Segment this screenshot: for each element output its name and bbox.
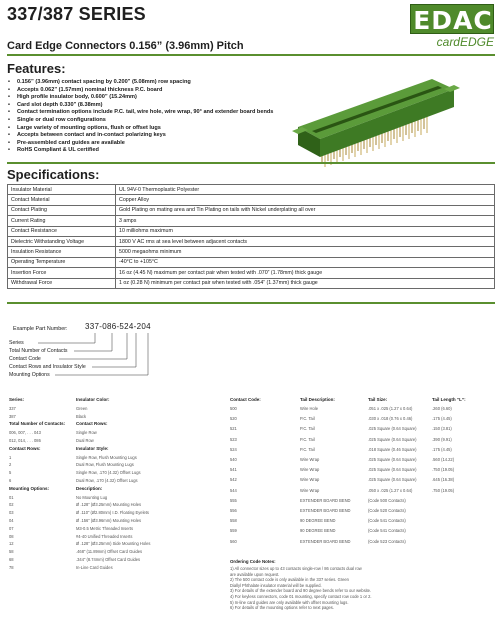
ordering-description: In-Line Card Guides [76,564,113,570]
ordering-note: 2) The 500 contact code is only available in the 337 series. Green [230,577,349,583]
ordering-code: 04 [9,518,14,523]
ordering-description: No Mounting Lug [76,494,108,500]
header-divider [7,54,495,56]
spec-value: 1 oz (0.28 N) minimum per contact pair when tested with .054” (1.37mm) thick gauge [116,278,495,288]
pn-field-rows-style: Contact Rows and Insulator Style [9,364,86,370]
connector-body [298,79,454,157]
contact-table-cell: (Code 541 Contacts) [368,518,406,524]
contact-table-cell: 500 [230,406,237,411]
feature-item: • Single or dual row configurations [7,117,407,125]
contact-table-cell: .150 (3.81) [432,426,452,432]
contact-table-cell: 559 [230,528,237,534]
ordering-description: Black [76,413,87,419]
ordering-code: 08 [9,533,14,539]
spec-value: Gold Plating on mating area and Tin Plating on tails with Nickel underplating all over [116,205,495,215]
spec-value: 16 oz (4.45 N) maximum per contact pair when tested with .070” (1.78mm) thick gauge [116,268,495,278]
ordering-description: #4-40 Unified Threaded Inserts [76,533,133,539]
contact-table-cell: .390 (9.91) [432,436,452,442]
contact-table-cell: .645 (16.38) [432,477,455,483]
contact-table-cell: P.C. Tail [300,426,315,432]
edac-logo [410,4,494,50]
ordering-col1-heading: Total Number of Contacts: [9,421,66,427]
spec-row [8,236,495,246]
spec-row [8,247,495,257]
contact-table-cell: (Code 520 Contacts) [368,508,406,513]
contact-table-cell: (Code 523 Contacts) [368,538,406,544]
contact-table-cell: Wire Wrap [300,487,320,493]
contact-table-header: Tail Description: [300,397,335,402]
spec-row [8,205,495,215]
contact-table-cell: .175 (4.45) [432,446,452,452]
part-number-label: Example Part Number: [13,326,68,332]
contact-table-cell: P.C. Tail [300,416,315,422]
feature-item: • Pre-assembled card guides are available [7,140,407,148]
features-divider [7,162,495,164]
contact-table-cell: 523 [230,436,237,442]
contact-table-cell: (Code 500 Contacts) [368,497,406,503]
ordering-description: Single Row [76,430,97,436]
ordering-code: 02 [9,502,14,508]
contact-table-cell: Wire Wrap [300,477,320,483]
ordering-code: 337 [9,405,16,411]
spec-value: -40°C to +105°C [116,257,495,267]
feature-item: • Card slot depth 0.330” (8.38mm) [7,102,407,110]
contact-table-cell: P.C. Tail [300,446,315,452]
contact-table-cell: 521 [230,426,237,432]
spec-key: Dielectric Withstanding Voltage [8,236,116,246]
spec-row [8,268,495,278]
contact-table-cell: 556 [230,508,237,513]
ordering-note: Diallyl Phthalate insulator material will be supplied. [230,582,322,588]
spec-row [8,278,495,288]
contact-table-cell: 560 [230,538,237,544]
ordering-col2-heading: Insulator Color: [76,397,110,402]
ordering-description: Green [76,405,88,411]
logo-text: EDAC [413,6,493,35]
contact-table-cell: .025 Square (0.64 Square) [368,436,417,442]
ordering-description: Ø .128” (Ø3.25mm) Side Mounting Holes [76,541,151,547]
contact-table-cell: 540 [230,457,237,462]
spec-value: Copper Alloy [116,195,495,205]
ordering-code: 6 [9,478,12,483]
connector-product-image [292,73,460,171]
ordering-description: Ø .156” (Ø3.96mm) Mounting Holes [76,518,142,523]
spec-row [8,226,495,236]
spec-key: Insertion Force [8,268,116,278]
logo-badge [410,4,494,34]
ordering-code: 12 [9,541,14,547]
feature-item: • Large variety of mounting options, flush or offset lugs [7,125,407,133]
spec-key: Insulator Material [8,185,116,195]
series-bracket [38,333,95,343]
spec-value: 3 amps [116,216,495,226]
specifications-table [7,184,495,289]
ordering-note: 1) All connector sizes up to 43 contacts single-row / 86 contacts dual row [230,566,362,571]
spec-value: UL 94V-0 Thermoplastic Polyester [116,185,495,195]
contact-table-cell: .050 x .025 (1.27 x 0.64) [368,487,413,493]
contact-table-cell: EXTENDER BOARD BEND [300,508,351,513]
ordering-description: .468” (11.89mm) Offset Card Guides [76,549,143,555]
contact-table-cell: .025 Square (0.64 Square) [368,477,417,483]
contacts-bracket [74,333,112,351]
ordering-note: 3) For details of the extender board and 90 degree bends refer to our website. [230,588,372,594]
spec-value: 10 milliohms maximum [116,226,495,236]
ordering-col2-heading: Insulator Style: [76,445,109,451]
ordering-description: Dual Row, Flush Mounting Lugs [76,462,134,468]
spec-key: Contact Resistance [8,226,116,236]
ordering-code: 1 [9,454,12,460]
ordering-description: Single Row, .170 (4.32) Offset Lugs [76,470,141,476]
contact-table-cell: .175 (4.45) [432,416,452,422]
ordering-note: are available upon request. [230,571,280,577]
contact-table-cell: .051 x .025 (1.27 x 0.64) [368,406,413,411]
ordering-code: 03 [9,510,14,516]
ordering-code: 78 [9,564,14,570]
logo-subtext: cardEDGE [436,35,494,49]
spec-value: 1800 V AC rms at sea level between adjacent contacts [116,236,495,246]
contact-table-cell: 544 [230,487,237,493]
ordering-col1-heading: Contact Rows: [9,445,41,451]
contact-table-cell: (Code 541 Contacts) [368,528,406,534]
spec-row [8,185,495,195]
specifications-heading: Specifications: [7,167,100,182]
ordering-description: Dual Row, .170 (4.32) Offset Lugs [76,478,138,483]
ordering-description: .344” (8.74mm) Offset Card Guides [76,557,141,562]
series-title: 337/387 SERIES [7,4,146,24]
spec-row [8,257,495,267]
contact-table-cell: 542 [230,477,237,483]
contact-table-cell: Wire Wrap [300,467,320,473]
page-subtitle: Card Edge Connectors 0.156” (3.96mm) Pitch [7,40,244,52]
spec-key: Operating Temperature [8,257,116,267]
ordering-code: 2 [9,462,12,468]
spec-key: Contact Material [8,195,116,205]
pn-field-mounting: Mounting Options [9,372,50,378]
ordering-code: 387 [9,413,16,419]
ordering-code: 58 [9,549,14,555]
ordering-note: 5) In-line card guides are only available with offset mounting lugs. [230,599,349,605]
contact-table-cell: EXTENDER BOARD BEND [300,538,351,544]
features-heading: Features: [7,61,66,76]
part-number-example: 337-086-524-204 [85,322,151,331]
pn-field-contact-code: Contact Code [9,356,41,362]
contact-table-header: Tail Size: [368,397,388,402]
ordering-code: 5 [9,470,12,476]
feature-item: • 0.156” (3.96mm) contact spacing by 0.200” (5.08mm) row spacing [7,79,407,87]
spec-key: Withdrawal Force [8,278,116,288]
feature-item: • Accepts 0.062” (1.57mm) nominal thickness P.C. board [7,87,407,95]
ordering-col1-heading: Mounting Options: [9,485,49,491]
feature-item: • Accepts between contact and in-contact polarizing keys [7,132,407,140]
contact-table-cell: .025 Square (0.64 Square) [368,467,417,473]
ordering-note: 6) For details of the mounting options refer to next pages. [230,605,334,611]
contact-table-cell: .560 (14.22) [432,457,455,462]
ordering-code: 006, 007, . . . 043 [9,430,41,436]
feature-item: • Contact termination options include P.C. tail, wire hole, wire wrap, 90° and extender board bends [7,109,407,117]
contact-table-cell: .018 Square (0.46 Square) [368,446,417,452]
contact-table-cell: .750 (19.05) [432,467,455,473]
spec-key: Current Rating [8,216,116,226]
contact-table-header: Tail Length “L”: [432,397,466,402]
spec-row [8,216,495,226]
specifications-divider [7,302,495,304]
ordering-code: 07 [9,525,14,531]
specifications-table-body [8,185,495,289]
ordering-code: 68 [9,557,14,562]
contact-table-cell: EXTENDER BOARD BEND [300,497,351,503]
contact-code-bracket [59,333,127,359]
ordering-col2-heading: Contact Rows: [76,421,108,427]
contact-table-cell: P.C. Tail [300,436,315,442]
ordering-description: M3-0.5 Metric Threaded Inserts [76,525,134,531]
contact-table-cell: Wire Wrap [300,457,320,462]
ordering-description: Ø .128” (Ø3.25mm) Mounting Holes [76,502,142,508]
ordering-notes-heading: Ordering Code Notes: [230,559,276,564]
ordering-note: 4) For keyless connectors, code 01 mounting, specify contact row code 1 or 2. [230,594,372,599]
contact-table-cell: .025 Square (0.64 Square) [368,457,417,462]
spec-value: 5000 megaohms minimum [116,247,495,257]
ordering-col1-heading: Series: [9,397,25,402]
contact-table-header: Contact Code: [230,397,261,402]
contact-table-cell: .025 Square (0.64 Square) [368,426,417,432]
contact-table-cell: Wire Hole [300,406,318,411]
contact-table-cell: .750 (19.05) [432,487,455,493]
contact-table-cell: 90 DEGREE BEND [300,528,336,534]
contact-table-cell: 524 [230,446,237,452]
contact-table-cell: 558 [230,518,237,524]
ordering-description: Ø .110” (Ø2.80mm) I.D. Floating Eyelets [76,510,149,516]
contact-table-cell: .260 (6.60) [432,406,452,411]
ordering-col2-heading: Description: [76,485,103,491]
ordering-code: 01 [9,494,14,500]
spec-key: Insulation Resistance [8,247,116,257]
pn-field-contacts: Total Number of Contacts [9,348,68,354]
ordering-code: 012, 014, . . . 086 [9,438,41,443]
contact-table-cell: 520 [230,416,237,422]
contact-table-cell: 90 DEGREE BEND [300,518,336,524]
contact-table-cell: 541 [230,467,237,473]
feature-item: • High profile insulator body, 0.600” (15.24mm) [7,94,407,102]
spec-key: Contact Plating [8,205,116,215]
rows-style-bracket [92,333,136,367]
pn-field-series: Series [9,340,24,346]
ordering-description: Single Row, Flush Mounting Lugs [76,454,137,460]
feature-item: • RoHS Compliant & UL certified [7,147,407,155]
ordering-description: Dual Row [76,438,94,443]
contact-table-cell: .030 x .018 (0.76 x 0.46) [368,416,413,422]
spec-row [8,195,495,205]
contact-table-cell: 555 [230,497,237,503]
